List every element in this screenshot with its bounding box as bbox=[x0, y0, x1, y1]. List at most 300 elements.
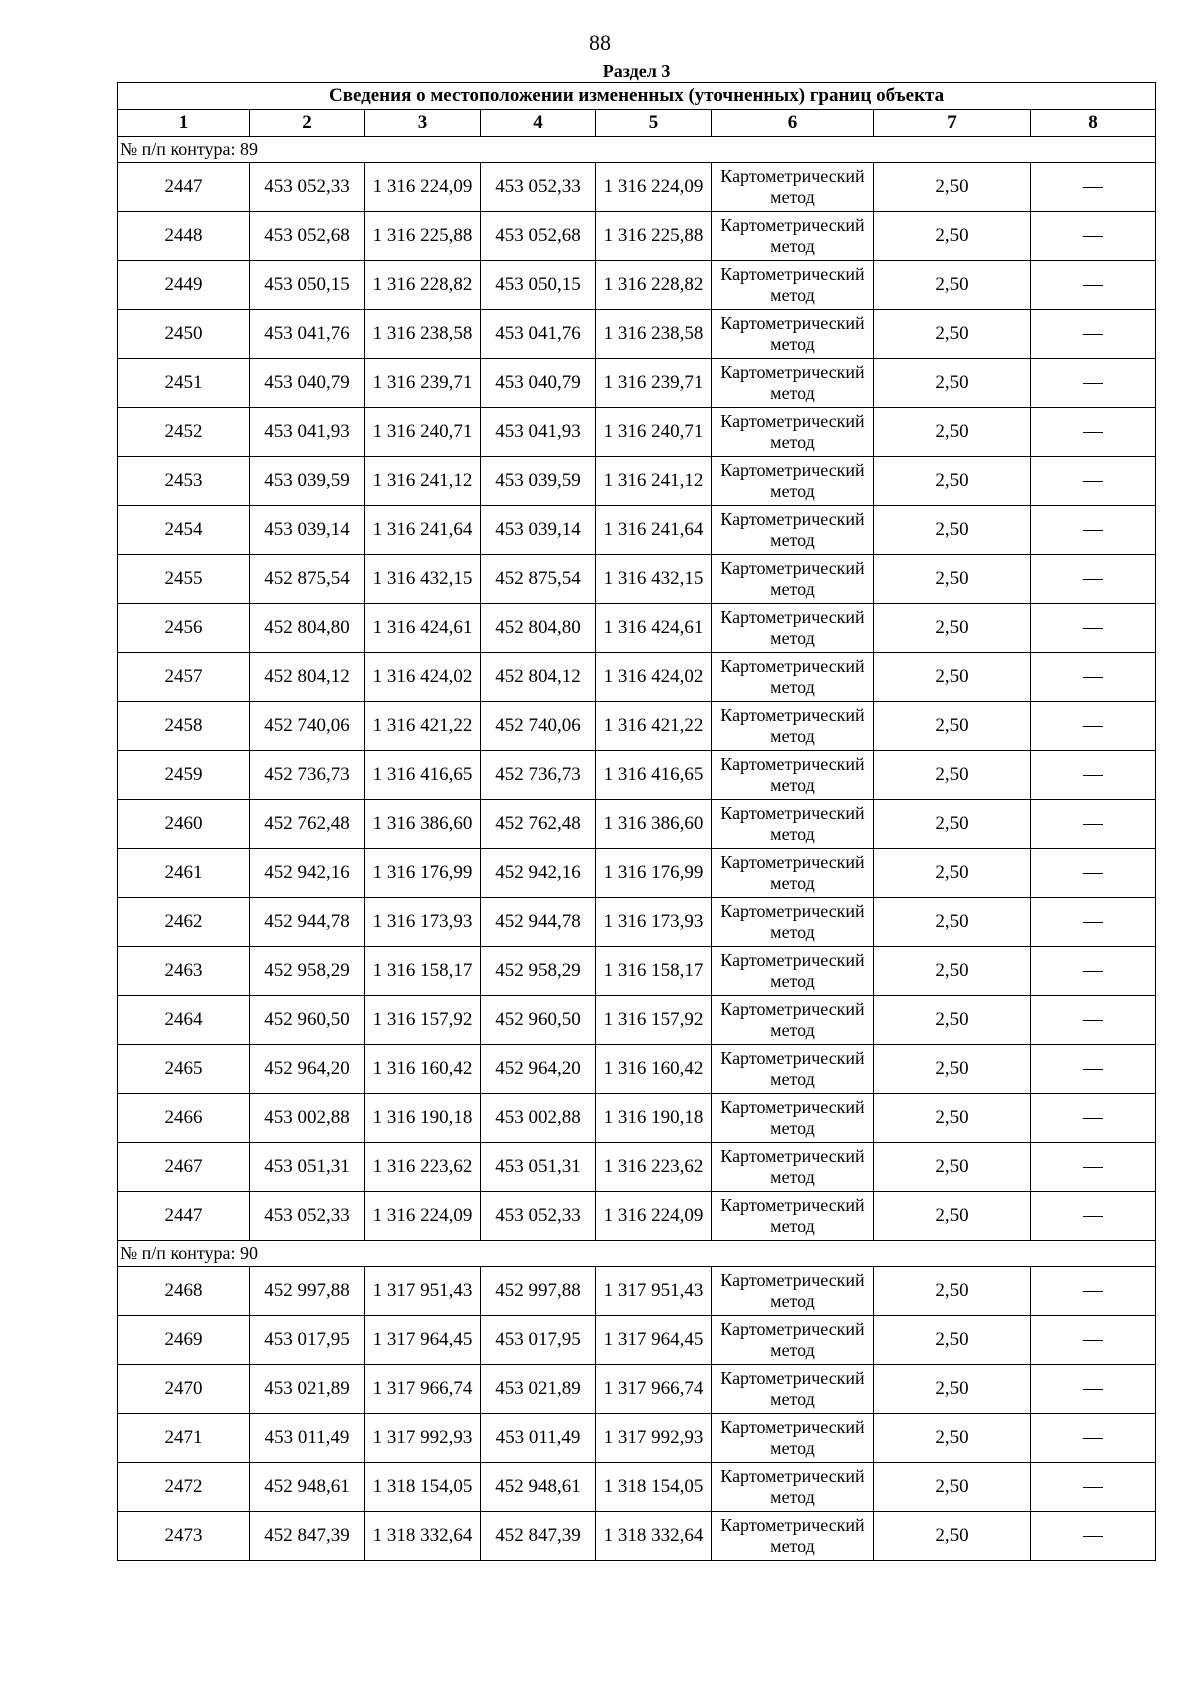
x-existing-cell: 452 960,50 bbox=[250, 996, 365, 1045]
method-cell: Картометрический метод bbox=[712, 408, 874, 457]
x-new-cell: 452 942,16 bbox=[481, 849, 596, 898]
y-new-cell: 1 317 964,45 bbox=[596, 1316, 712, 1365]
column-header-row bbox=[118, 110, 1156, 137]
x-existing-cell: 453 002,88 bbox=[250, 1094, 365, 1143]
method-cell: Картометрический метод bbox=[712, 1463, 874, 1512]
x-new-cell: 453 041,93 bbox=[481, 408, 596, 457]
dash-mark bbox=[1083, 432, 1103, 433]
dash-mark bbox=[1083, 334, 1103, 335]
contour-cell bbox=[118, 1241, 1156, 1267]
table-row bbox=[118, 1365, 1156, 1414]
point-number-cell: 2452 bbox=[118, 408, 250, 457]
dash-mark bbox=[1083, 1536, 1103, 1537]
description-cell bbox=[1031, 408, 1156, 457]
contour-cell bbox=[118, 137, 1156, 163]
x-existing-cell: 452 964,20 bbox=[250, 1045, 365, 1094]
accuracy-cell: 2,50 bbox=[874, 1316, 1031, 1365]
description-cell bbox=[1031, 653, 1156, 702]
table-row bbox=[118, 261, 1156, 310]
table-row bbox=[118, 408, 1156, 457]
table-row bbox=[118, 1094, 1156, 1143]
table-row bbox=[118, 555, 1156, 604]
accuracy-cell: 2,50 bbox=[874, 751, 1031, 800]
point-number-cell: 2472 bbox=[118, 1463, 250, 1512]
table-row bbox=[118, 947, 1156, 996]
method-cell: Картометрический метод bbox=[712, 1512, 874, 1561]
point-number-cell: 2460 bbox=[118, 800, 250, 849]
dash-mark bbox=[1083, 1438, 1103, 1439]
description-cell bbox=[1031, 1463, 1156, 1512]
dash-mark bbox=[1083, 187, 1103, 188]
accuracy-cell: 2,50 bbox=[874, 1365, 1031, 1414]
contour-number: 90 bbox=[240, 1243, 259, 1263]
x-existing-cell: 453 011,49 bbox=[250, 1414, 365, 1463]
y-existing-cell: 1 316 228,82 bbox=[365, 261, 481, 310]
x-new-cell: 452 847,39 bbox=[481, 1512, 596, 1561]
description-cell bbox=[1031, 359, 1156, 408]
point-number-cell: 2470 bbox=[118, 1365, 250, 1414]
accuracy-cell: 2,50 bbox=[874, 1192, 1031, 1241]
point-number-cell: 2449 bbox=[118, 261, 250, 310]
method-cell: Картометрический метод bbox=[712, 604, 874, 653]
x-existing-cell: 452 948,61 bbox=[250, 1463, 365, 1512]
page-number: 88 bbox=[589, 30, 611, 55]
dash-mark bbox=[1083, 236, 1103, 237]
y-new-cell: 1 316 190,18 bbox=[596, 1094, 712, 1143]
dash-mark bbox=[1083, 1389, 1103, 1390]
method-cell: Картометрический метод bbox=[712, 800, 874, 849]
x-new-cell: 453 050,15 bbox=[481, 261, 596, 310]
y-existing-cell: 1 316 225,88 bbox=[365, 212, 481, 261]
point-number-cell: 2455 bbox=[118, 555, 250, 604]
x-new-cell: 452 997,88 bbox=[481, 1267, 596, 1316]
y-new-cell: 1 318 332,64 bbox=[596, 1512, 712, 1561]
point-number-cell: 2456 bbox=[118, 604, 250, 653]
point-number-cell: 2466 bbox=[118, 1094, 250, 1143]
dash-mark bbox=[1083, 530, 1103, 531]
table-row bbox=[118, 1463, 1156, 1512]
contour-row bbox=[118, 1241, 1156, 1267]
point-number-cell: 2448 bbox=[118, 212, 250, 261]
accuracy-cell: 2,50 bbox=[874, 310, 1031, 359]
method-cell: Картометрический метод bbox=[712, 359, 874, 408]
column-header: 1 bbox=[118, 110, 250, 137]
method-cell: Картометрический метод bbox=[712, 1365, 874, 1414]
description-cell bbox=[1031, 1512, 1156, 1561]
y-existing-cell: 1 316 223,62 bbox=[365, 1143, 481, 1192]
accuracy-cell: 2,50 bbox=[874, 1414, 1031, 1463]
y-new-cell: 1 316 424,61 bbox=[596, 604, 712, 653]
table-row bbox=[118, 1045, 1156, 1094]
x-new-cell: 453 039,14 bbox=[481, 506, 596, 555]
dash-mark bbox=[1083, 285, 1103, 286]
x-existing-cell: 453 052,33 bbox=[250, 1192, 365, 1241]
point-number-cell: 2465 bbox=[118, 1045, 250, 1094]
contour-row bbox=[118, 137, 1156, 163]
description-cell bbox=[1031, 310, 1156, 359]
y-existing-cell: 1 316 424,02 bbox=[365, 653, 481, 702]
dash-mark bbox=[1083, 628, 1103, 629]
accuracy-cell: 2,50 bbox=[874, 1512, 1031, 1561]
method-cell: Картометрический метод bbox=[712, 163, 874, 212]
table-row bbox=[118, 310, 1156, 359]
description-cell bbox=[1031, 1045, 1156, 1094]
y-new-cell: 1 316 239,71 bbox=[596, 359, 712, 408]
y-existing-cell: 1 316 190,18 bbox=[365, 1094, 481, 1143]
accuracy-cell: 2,50 bbox=[874, 163, 1031, 212]
x-existing-cell: 452 762,48 bbox=[250, 800, 365, 849]
accuracy-cell: 2,50 bbox=[874, 1045, 1031, 1094]
point-number-cell: 2459 bbox=[118, 751, 250, 800]
x-new-cell: 452 740,06 bbox=[481, 702, 596, 751]
method-cell: Картометрический метод bbox=[712, 1414, 874, 1463]
y-new-cell: 1 316 223,62 bbox=[596, 1143, 712, 1192]
method-cell: Картометрический метод bbox=[712, 702, 874, 751]
y-existing-cell: 1 316 238,58 bbox=[365, 310, 481, 359]
y-new-cell: 1 316 157,92 bbox=[596, 996, 712, 1045]
y-existing-cell: 1 317 992,93 bbox=[365, 1414, 481, 1463]
x-new-cell: 453 040,79 bbox=[481, 359, 596, 408]
table-row bbox=[118, 1316, 1156, 1365]
point-number-cell: 2468 bbox=[118, 1267, 250, 1316]
description-cell bbox=[1031, 163, 1156, 212]
y-new-cell: 1 316 160,42 bbox=[596, 1045, 712, 1094]
contour-number: 89 bbox=[240, 139, 259, 159]
table-row bbox=[118, 1192, 1156, 1241]
y-new-cell: 1 317 992,93 bbox=[596, 1414, 712, 1463]
x-existing-cell: 453 041,76 bbox=[250, 310, 365, 359]
method-cell: Картометрический метод bbox=[712, 1267, 874, 1316]
x-existing-cell: 453 051,31 bbox=[250, 1143, 365, 1192]
x-new-cell: 453 021,89 bbox=[481, 1365, 596, 1414]
table-row bbox=[118, 1143, 1156, 1192]
accuracy-cell: 2,50 bbox=[874, 555, 1031, 604]
accuracy-cell: 2,50 bbox=[874, 212, 1031, 261]
y-existing-cell: 1 316 224,09 bbox=[365, 163, 481, 212]
table-row bbox=[118, 457, 1156, 506]
dash-mark bbox=[1083, 1118, 1103, 1119]
point-number-cell: 2471 bbox=[118, 1414, 250, 1463]
point-number-cell: 2463 bbox=[118, 947, 250, 996]
x-new-cell: 452 960,50 bbox=[481, 996, 596, 1045]
description-cell bbox=[1031, 1316, 1156, 1365]
contour-label: № п/п контура: bbox=[120, 1243, 236, 1263]
y-new-cell: 1 316 416,65 bbox=[596, 751, 712, 800]
y-new-cell: 1 316 432,15 bbox=[596, 555, 712, 604]
accuracy-cell: 2,50 bbox=[874, 849, 1031, 898]
y-new-cell: 1 316 386,60 bbox=[596, 800, 712, 849]
description-cell bbox=[1031, 1365, 1156, 1414]
y-existing-cell: 1 316 421,22 bbox=[365, 702, 481, 751]
x-new-cell: 452 804,12 bbox=[481, 653, 596, 702]
x-existing-cell: 452 875,54 bbox=[250, 555, 365, 604]
table-row bbox=[118, 800, 1156, 849]
y-new-cell: 1 316 241,64 bbox=[596, 506, 712, 555]
description-cell bbox=[1031, 947, 1156, 996]
description-cell bbox=[1031, 457, 1156, 506]
x-new-cell: 453 052,33 bbox=[481, 163, 596, 212]
table-title: Сведения о местоположении измененных (уточненных) границ объекта bbox=[118, 83, 1156, 110]
accuracy-cell: 2,50 bbox=[874, 947, 1031, 996]
point-number-cell: 2464 bbox=[118, 996, 250, 1045]
accuracy-cell: 2,50 bbox=[874, 898, 1031, 947]
x-new-cell: 453 011,49 bbox=[481, 1414, 596, 1463]
dash-mark bbox=[1083, 971, 1103, 972]
x-new-cell: 453 017,95 bbox=[481, 1316, 596, 1365]
x-existing-cell: 452 804,80 bbox=[250, 604, 365, 653]
y-existing-cell: 1 316 416,65 bbox=[365, 751, 481, 800]
method-cell: Картометрический метод bbox=[712, 1316, 874, 1365]
x-new-cell: 453 052,68 bbox=[481, 212, 596, 261]
point-number-cell: 2469 bbox=[118, 1316, 250, 1365]
y-existing-cell: 1 318 332,64 bbox=[365, 1512, 481, 1561]
point-number-cell: 2467 bbox=[118, 1143, 250, 1192]
y-existing-cell: 1 316 176,99 bbox=[365, 849, 481, 898]
y-new-cell: 1 316 224,09 bbox=[596, 163, 712, 212]
y-new-cell: 1 316 421,22 bbox=[596, 702, 712, 751]
column-header: 2 bbox=[250, 110, 365, 137]
description-cell bbox=[1031, 849, 1156, 898]
dash-mark bbox=[1083, 922, 1103, 923]
accuracy-cell: 2,50 bbox=[874, 261, 1031, 310]
point-number-cell: 2461 bbox=[118, 849, 250, 898]
point-number-cell: 2450 bbox=[118, 310, 250, 359]
point-number-cell: 2462 bbox=[118, 898, 250, 947]
description-cell bbox=[1031, 261, 1156, 310]
y-existing-cell: 1 316 240,71 bbox=[365, 408, 481, 457]
x-existing-cell: 452 736,73 bbox=[250, 751, 365, 800]
description-cell bbox=[1031, 604, 1156, 653]
y-new-cell: 1 316 224,09 bbox=[596, 1192, 712, 1241]
accuracy-cell: 2,50 bbox=[874, 702, 1031, 751]
table-row bbox=[118, 1414, 1156, 1463]
accuracy-cell: 2,50 bbox=[874, 359, 1031, 408]
point-number-cell: 2447 bbox=[118, 163, 250, 212]
dash-mark bbox=[1083, 579, 1103, 580]
point-number-cell: 2454 bbox=[118, 506, 250, 555]
table-row bbox=[118, 996, 1156, 1045]
dash-mark bbox=[1083, 1487, 1103, 1488]
y-existing-cell: 1 316 241,12 bbox=[365, 457, 481, 506]
description-cell bbox=[1031, 800, 1156, 849]
x-existing-cell: 452 944,78 bbox=[250, 898, 365, 947]
y-new-cell: 1 316 424,02 bbox=[596, 653, 712, 702]
point-number-cell: 2458 bbox=[118, 702, 250, 751]
dash-mark bbox=[1083, 1291, 1103, 1292]
x-existing-cell: 452 804,12 bbox=[250, 653, 365, 702]
dash-mark bbox=[1083, 1167, 1103, 1168]
accuracy-cell: 2,50 bbox=[874, 800, 1031, 849]
table-row bbox=[118, 506, 1156, 555]
accuracy-cell: 2,50 bbox=[874, 1094, 1031, 1143]
description-cell bbox=[1031, 702, 1156, 751]
description-cell bbox=[1031, 212, 1156, 261]
dash-mark bbox=[1083, 1340, 1103, 1341]
y-new-cell: 1 317 966,74 bbox=[596, 1365, 712, 1414]
table-row bbox=[118, 751, 1156, 800]
y-existing-cell: 1 316 241,64 bbox=[365, 506, 481, 555]
y-new-cell: 1 316 225,88 bbox=[596, 212, 712, 261]
description-cell bbox=[1031, 1192, 1156, 1241]
x-new-cell: 453 051,31 bbox=[481, 1143, 596, 1192]
dash-mark bbox=[1083, 873, 1103, 874]
accuracy-cell: 2,50 bbox=[874, 1463, 1031, 1512]
table-row bbox=[118, 702, 1156, 751]
method-cell: Картометрический метод bbox=[712, 653, 874, 702]
accuracy-cell: 2,50 bbox=[874, 1143, 1031, 1192]
accuracy-cell: 2,50 bbox=[874, 1267, 1031, 1316]
method-cell: Картометрический метод bbox=[712, 898, 874, 947]
point-number-cell: 2447 bbox=[118, 1192, 250, 1241]
description-cell bbox=[1031, 996, 1156, 1045]
description-cell bbox=[1031, 1094, 1156, 1143]
method-cell: Картометрический метод bbox=[712, 555, 874, 604]
point-number-cell: 2453 bbox=[118, 457, 250, 506]
x-new-cell: 453 052,33 bbox=[481, 1192, 596, 1241]
x-new-cell: 452 958,29 bbox=[481, 947, 596, 996]
y-new-cell: 1 316 240,71 bbox=[596, 408, 712, 457]
y-existing-cell: 1 317 966,74 bbox=[365, 1365, 481, 1414]
y-new-cell: 1 316 228,82 bbox=[596, 261, 712, 310]
x-existing-cell: 453 021,89 bbox=[250, 1365, 365, 1414]
x-existing-cell: 453 052,68 bbox=[250, 212, 365, 261]
table-row bbox=[118, 653, 1156, 702]
dash-mark bbox=[1083, 481, 1103, 482]
column-header: 8 bbox=[1031, 110, 1156, 137]
x-new-cell: 452 804,80 bbox=[481, 604, 596, 653]
y-existing-cell: 1 316 224,09 bbox=[365, 1192, 481, 1241]
dash-mark bbox=[1083, 383, 1103, 384]
y-existing-cell: 1 316 157,92 bbox=[365, 996, 481, 1045]
x-existing-cell: 453 052,33 bbox=[250, 163, 365, 212]
y-existing-cell: 1 316 158,17 bbox=[365, 947, 481, 996]
boundary-table bbox=[117, 60, 1156, 1561]
y-existing-cell: 1 316 160,42 bbox=[365, 1045, 481, 1094]
dash-mark bbox=[1083, 726, 1103, 727]
y-new-cell: 1 316 241,12 bbox=[596, 457, 712, 506]
y-new-cell: 1 316 238,58 bbox=[596, 310, 712, 359]
x-existing-cell: 452 942,16 bbox=[250, 849, 365, 898]
description-cell bbox=[1031, 751, 1156, 800]
x-new-cell: 452 948,61 bbox=[481, 1463, 596, 1512]
x-existing-cell: 453 017,95 bbox=[250, 1316, 365, 1365]
x-existing-cell: 453 039,14 bbox=[250, 506, 365, 555]
y-existing-cell: 1 317 951,43 bbox=[365, 1267, 481, 1316]
method-cell: Картометрический метод bbox=[712, 310, 874, 359]
method-cell: Картометрический метод bbox=[712, 849, 874, 898]
column-header: 4 bbox=[481, 110, 596, 137]
column-header: 5 bbox=[596, 110, 712, 137]
y-existing-cell: 1 316 432,15 bbox=[365, 555, 481, 604]
dash-mark bbox=[1083, 1069, 1103, 1070]
accuracy-cell: 2,50 bbox=[874, 506, 1031, 555]
x-existing-cell: 453 041,93 bbox=[250, 408, 365, 457]
point-number-cell: 2451 bbox=[118, 359, 250, 408]
method-cell: Картометрический метод bbox=[712, 1143, 874, 1192]
table-row bbox=[118, 163, 1156, 212]
table-row bbox=[118, 898, 1156, 947]
y-new-cell: 1 318 154,05 bbox=[596, 1463, 712, 1512]
y-new-cell: 1 317 951,43 bbox=[596, 1267, 712, 1316]
table-row bbox=[118, 849, 1156, 898]
table-row bbox=[118, 604, 1156, 653]
description-cell bbox=[1031, 555, 1156, 604]
accuracy-cell: 2,50 bbox=[874, 996, 1031, 1045]
y-existing-cell: 1 317 964,45 bbox=[365, 1316, 481, 1365]
column-header: 6 bbox=[712, 110, 874, 137]
y-existing-cell: 1 316 173,93 bbox=[365, 898, 481, 947]
table-row bbox=[118, 1512, 1156, 1561]
y-existing-cell: 1 316 239,71 bbox=[365, 359, 481, 408]
method-cell: Картометрический метод bbox=[712, 947, 874, 996]
y-new-cell: 1 316 173,93 bbox=[596, 898, 712, 947]
x-new-cell: 453 041,76 bbox=[481, 310, 596, 359]
accuracy-cell: 2,50 bbox=[874, 457, 1031, 506]
x-new-cell: 453 039,59 bbox=[481, 457, 596, 506]
description-cell bbox=[1031, 1414, 1156, 1463]
description-cell bbox=[1031, 898, 1156, 947]
accuracy-cell: 2,50 bbox=[874, 604, 1031, 653]
point-number-cell: 2473 bbox=[118, 1512, 250, 1561]
column-header: 7 bbox=[874, 110, 1031, 137]
table-row bbox=[118, 359, 1156, 408]
method-cell: Картометрический метод bbox=[712, 996, 874, 1045]
x-new-cell: 452 736,73 bbox=[481, 751, 596, 800]
y-existing-cell: 1 316 424,61 bbox=[365, 604, 481, 653]
table-row bbox=[118, 212, 1156, 261]
table-row bbox=[118, 1267, 1156, 1316]
dash-mark bbox=[1083, 1020, 1103, 1021]
accuracy-cell: 2,50 bbox=[874, 653, 1031, 702]
x-existing-cell: 452 740,06 bbox=[250, 702, 365, 751]
method-cell: Картометрический метод bbox=[712, 1094, 874, 1143]
dash-mark bbox=[1083, 775, 1103, 776]
dash-mark bbox=[1083, 1216, 1103, 1217]
description-cell bbox=[1031, 1143, 1156, 1192]
method-cell: Картометрический метод bbox=[712, 1192, 874, 1241]
section-title: Раздел 3 bbox=[602, 61, 671, 81]
point-number-cell: 2457 bbox=[118, 653, 250, 702]
x-existing-cell: 453 039,59 bbox=[250, 457, 365, 506]
method-cell: Картометрический метод bbox=[712, 751, 874, 800]
x-existing-cell: 452 958,29 bbox=[250, 947, 365, 996]
x-existing-cell: 452 997,88 bbox=[250, 1267, 365, 1316]
x-existing-cell: 453 050,15 bbox=[250, 261, 365, 310]
y-existing-cell: 1 318 154,05 bbox=[365, 1463, 481, 1512]
x-new-cell: 452 762,48 bbox=[481, 800, 596, 849]
dash-mark bbox=[1083, 824, 1103, 825]
x-new-cell: 453 002,88 bbox=[481, 1094, 596, 1143]
x-new-cell: 452 875,54 bbox=[481, 555, 596, 604]
x-new-cell: 452 964,20 bbox=[481, 1045, 596, 1094]
column-header: 3 bbox=[365, 110, 481, 137]
description-cell bbox=[1031, 506, 1156, 555]
x-existing-cell: 453 040,79 bbox=[250, 359, 365, 408]
y-new-cell: 1 316 176,99 bbox=[596, 849, 712, 898]
method-cell: Картометрический метод bbox=[712, 457, 874, 506]
method-cell: Картометрический метод bbox=[712, 261, 874, 310]
x-new-cell: 452 944,78 bbox=[481, 898, 596, 947]
y-new-cell: 1 316 158,17 bbox=[596, 947, 712, 996]
description-cell bbox=[1031, 1267, 1156, 1316]
dash-mark bbox=[1083, 677, 1103, 678]
method-cell: Картометрический метод bbox=[712, 1045, 874, 1094]
x-existing-cell: 452 847,39 bbox=[250, 1512, 365, 1561]
method-cell: Картометрический метод bbox=[712, 506, 874, 555]
accuracy-cell: 2,50 bbox=[874, 408, 1031, 457]
y-existing-cell: 1 316 386,60 bbox=[365, 800, 481, 849]
method-cell: Картометрический метод bbox=[712, 212, 874, 261]
